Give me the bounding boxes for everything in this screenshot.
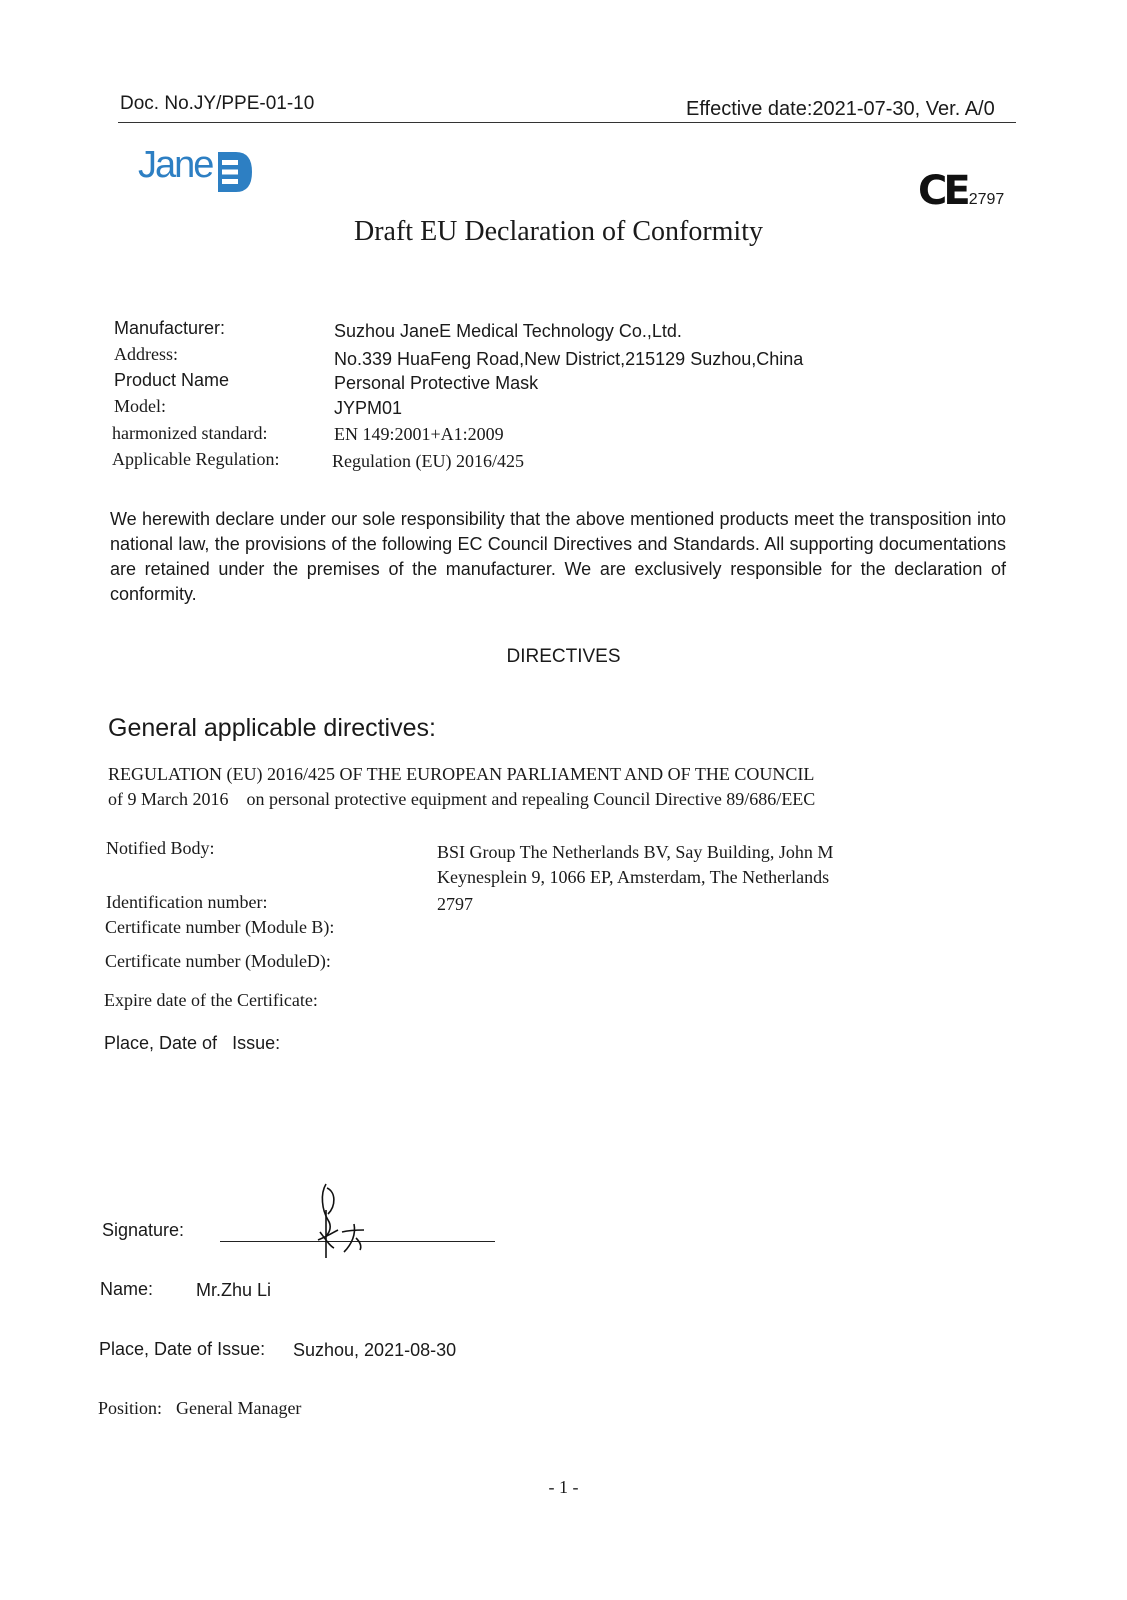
certificate-module-d-label: Certificate number (ModuleD): — [105, 951, 331, 971]
product-name-label: Product Name — [114, 370, 230, 390]
product-name-value: Personal Protective Mask — [334, 373, 539, 393]
page-number: - 1 - — [548, 1477, 579, 1497]
harmonized-standard-label: harmonized standard: — [112, 423, 268, 443]
document-title: Draft EU Declaration of Conformity — [354, 216, 763, 247]
identification-number-value: 2797 — [437, 894, 473, 914]
place-date-issue-label-2: Place, Date of Issue: — [99, 1339, 266, 1359]
janee-logo-mark-icon — [214, 150, 254, 199]
regulation-subtitle: of 9 March 2016 on personal protective equipment and repealing Council Directive 89/686/EEC — [108, 789, 816, 809]
place-date-issue-value: Suzhou, 2021-08-30 — [293, 1340, 457, 1360]
applicable-regulation-value: Regulation (EU) 2016/425 — [332, 451, 524, 471]
general-directives-heading: General applicable directives: — [108, 714, 436, 742]
manufacturer-label: Manufacturer: — [114, 318, 226, 338]
logo-text: Jane — [138, 144, 213, 186]
directives-heading: DIRECTIVES — [506, 646, 621, 667]
position-value: General Manager — [176, 1398, 302, 1418]
harmonized-standard-value: EN 149:2001+A1:2009 — [334, 424, 504, 444]
model-value: JYPM01 — [334, 398, 403, 418]
header-divider — [118, 122, 1016, 123]
name-label: Name: — [100, 1279, 154, 1299]
notified-body-label: Notified Body: — [106, 838, 215, 858]
manufacturer-value: Suzhou JaneE Medical Technology Co.,Ltd. — [334, 321, 682, 341]
ce-mark — [918, 168, 1004, 214]
applicable-regulation-label: Applicable Regulation: — [112, 449, 280, 469]
address-value: No.339 HuaFeng Road,New District,215129 Suzhou,China — [334, 349, 804, 369]
signatory-name: Mr.Zhu Li — [196, 1280, 272, 1300]
company-logo — [138, 144, 254, 192]
identification-number-label: Identification number: — [106, 892, 268, 912]
position-label: Position: — [98, 1398, 163, 1418]
signature-label: Signature: — [102, 1220, 185, 1240]
address-label: Address: — [114, 344, 178, 364]
notified-body-number: 2797 — [968, 191, 1005, 208]
declaration-paragraph — [110, 507, 1006, 607]
notified-body-value-line1: BSI Group The Netherlands BV, Say Building, John M — [437, 842, 834, 862]
document-number: Doc. No.JY/PPE-01-10 — [120, 93, 315, 114]
notified-body-value-line2: Keynesplein 9, 1066 EP, Amsterdam, The Netherlands — [437, 867, 830, 887]
certificate-expire-label: Expire date of the Certificate: — [104, 990, 318, 1010]
certificate-module-b-label: Certificate number (Module B): — [105, 917, 335, 937]
declaration-text: We herewith declare under our sole responsibility that the above mentioned products meet the transposition into national law, the provisions of the following EC Council Directives and Standards. All supporting documentations are retained under the premises of the manufacturer. We are exclusively responsible for the declaration of conformity. — [110, 509, 1006, 604]
effective-date: Effective date:2021-07-30, Ver. A/0 — [686, 98, 995, 120]
place-date-issue-label: Place, Date of Issue: — [104, 1033, 281, 1053]
ce-mark-icon: CE — [918, 168, 967, 214]
handwritten-signature — [300, 1180, 380, 1260]
regulation-title: REGULATION (EU) 2016/425 OF THE EUROPEAN PARLIAMENT AND OF THE COUNCIL — [108, 764, 815, 784]
model-label: Model: — [114, 396, 166, 416]
